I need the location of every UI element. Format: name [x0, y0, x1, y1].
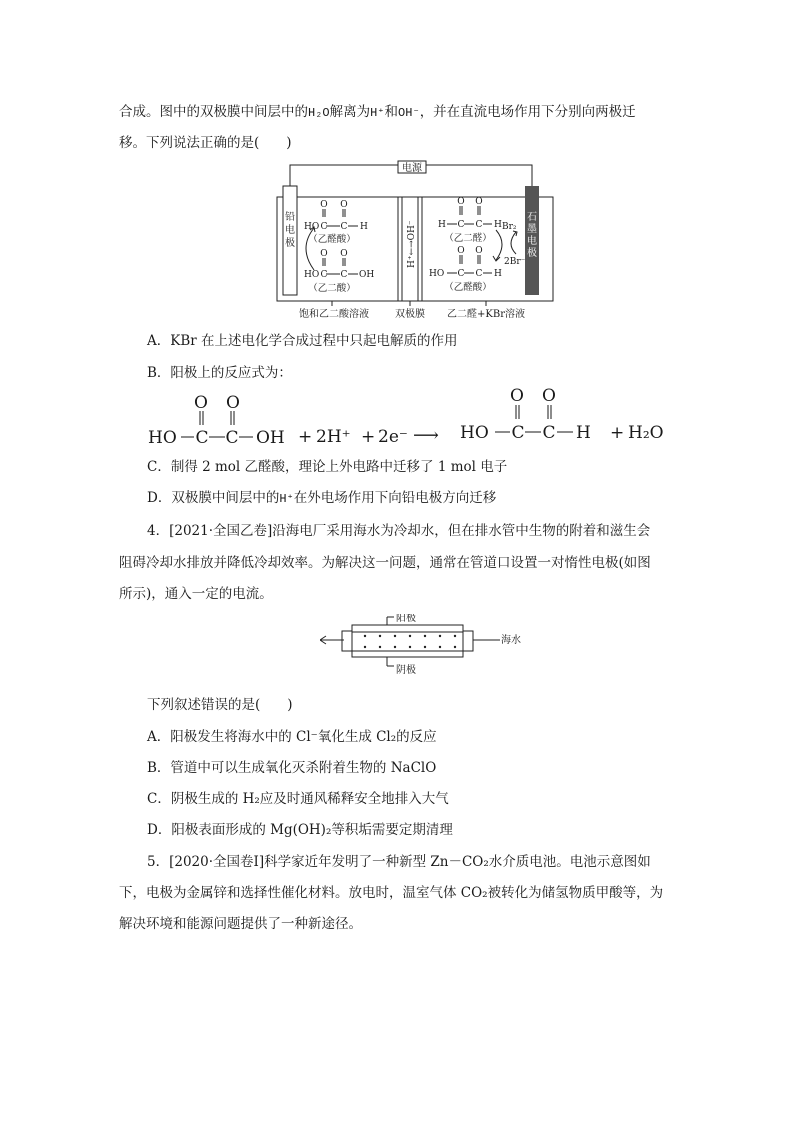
right-curve-arrow: [496, 230, 502, 260]
label-solution-right: 乙二醛+KBr溶液: [447, 309, 525, 320]
group-ho: HO: [304, 270, 320, 280]
atom-h: H: [494, 269, 502, 279]
eq-2h: 2H⁺: [316, 427, 351, 447]
group-ho: HO: [304, 222, 320, 232]
atom-h: H: [438, 220, 446, 230]
eq-arrow: ⟶: [413, 425, 439, 446]
label-br2: Br₂: [502, 222, 517, 232]
eq-plus: +: [298, 427, 313, 447]
eq-c: C: [225, 428, 239, 447]
q4-option-c: C．阴极生成的 H₂应及时通风稀释安全地排入大气: [147, 791, 449, 807]
atom-o: O: [320, 249, 328, 259]
eq-h: H: [576, 423, 591, 443]
eq-c: C: [195, 428, 209, 447]
q4-option-b: B．管道中可以生成氧化灭杀附着生物的 NaClO: [147, 760, 437, 776]
br-cycle-arrow: [511, 232, 516, 254]
eq-ho: HO: [460, 423, 489, 443]
lead-label-2: 电: [285, 225, 295, 236]
atom-o: O: [340, 249, 348, 259]
atom-o: O: [475, 246, 483, 256]
atom-c: C: [457, 220, 465, 230]
label-oxalic: （乙二酸）: [308, 283, 356, 294]
eq-c: C: [542, 423, 556, 443]
eq-o: O: [510, 386, 524, 406]
atom-c: C: [340, 270, 348, 280]
atom-c: C: [475, 269, 483, 279]
label-cathode: 阴极: [396, 665, 416, 676]
eq-plus: +: [361, 427, 376, 447]
atom-h: H: [494, 220, 502, 230]
option-a: A．KBr 在上述电化学合成过程中只起电解质的作用: [147, 333, 458, 349]
label-membrane: 双极膜: [395, 309, 425, 320]
text: ，并在直流电场作用下分别向两极迁: [419, 104, 636, 120]
label-seawater: 海水: [501, 635, 521, 646]
graphite-label-4: 极: [527, 248, 537, 259]
atom-c: C: [340, 222, 348, 232]
option-d: [147, 489, 496, 508]
pipe-diagram: [320, 614, 530, 676]
para-line-2: 移。下列说法正确的是( ): [119, 135, 292, 151]
atom-o: O: [457, 197, 465, 207]
pipe-flange-right: [463, 631, 473, 651]
pipe-flange-left: [342, 631, 352, 651]
eq-ho: HO: [148, 428, 177, 447]
label-glyoxylic-left: （乙醛酸）: [308, 234, 356, 245]
text: 和: [384, 104, 399, 120]
eq-o: O: [226, 393, 240, 413]
reaction-equation: [145, 385, 675, 447]
q4-option-d: D．阳极表面形成的 Mg(OH)₂等积垢需要定期清理: [147, 822, 453, 838]
group-ho: HO: [429, 269, 445, 279]
eq-plus: +: [610, 423, 625, 443]
chem-hplus: H⁺: [279, 492, 294, 506]
label-anode: 阳极: [396, 614, 416, 624]
q4-line-3: 所示)，通入一定的电流。: [119, 586, 273, 602]
eq-oh: OH: [256, 428, 285, 447]
eq-c: C: [511, 423, 525, 443]
q4-line-1: 4．[2021·全国乙卷]沿海电厂采用海水为冷却水，但在排水管中生物的附着和滋生会: [147, 523, 651, 539]
q4-line-2: 阻碍冷却水排放并降低冷却效率。为解决这一问题，通常在管道口设置一对惰性电极(如图: [119, 555, 651, 571]
lead-label-1: 铅: [285, 212, 295, 223]
electrolysis-diagram: [270, 160, 560, 322]
atom-c: C: [475, 220, 483, 230]
atom-c: C: [457, 269, 465, 279]
chem-ohminus: OH⁻: [398, 106, 420, 120]
text: 解离为: [329, 104, 371, 120]
atom-o: O: [457, 246, 465, 256]
eq-o: O: [542, 386, 556, 406]
label-glyoxal: （乙二醛）: [444, 233, 492, 244]
pipe-body: [352, 625, 463, 657]
membrane-ions: H⁺←→OH⁻: [407, 220, 417, 268]
graphite-label-3: 电: [527, 236, 537, 247]
text: D．双极膜中间层中的: [147, 490, 280, 506]
power-label: 电源: [402, 163, 422, 174]
option-c: C．制得 2 mol 乙醛酸，理论上外电路中迁移了 1 mol 电子: [147, 459, 508, 475]
eq-2e: 2e⁻: [378, 427, 408, 447]
group-oh: OH: [359, 270, 375, 280]
text: 在外电场作用下向铅电极方向迁移: [293, 490, 497, 506]
chem-hplus: H⁺: [370, 106, 385, 120]
graphite-label-2: 墨: [527, 224, 537, 235]
wire-right: [426, 165, 532, 186]
q4-stem: 下列叙述错误的是( ): [147, 697, 293, 713]
para-line-1: [119, 103, 636, 122]
atom-h: H: [360, 222, 368, 232]
eq-o: O: [194, 393, 208, 413]
wire-left: [290, 165, 398, 186]
atom-o: O: [475, 197, 483, 207]
atom-c: C: [320, 222, 328, 232]
graphite-label-1: 石: [527, 212, 537, 223]
label-solution-left: 饱和乙二酸溶液: [299, 309, 369, 320]
atom-c: C: [320, 270, 328, 280]
atom-o: O: [340, 200, 348, 210]
atom-o: O: [320, 200, 328, 210]
q5-line-3: 解决环境和能源问题提供了一种新途径。: [119, 916, 362, 932]
eq-h2o: H₂O: [628, 423, 664, 443]
option-b: B．阳极上的反应式为：: [147, 365, 292, 381]
q5-line-2: 下，电极为金属锌和选择性催化材料。放电时，温室气体 CO₂被转化为储氢物质甲酸等，为: [119, 885, 664, 901]
q4-option-a: A．阳极发生将海水中的 Cl⁻氧化生成 Cl₂的反应: [147, 729, 437, 745]
label-glyoxylic-right: （乙醛酸）: [444, 282, 492, 293]
chem-h2o: H₂O: [308, 106, 330, 120]
label-2br: 2Br⁻: [504, 257, 526, 267]
lead-label-3: 极: [285, 238, 295, 249]
text: 合成。图中的双极膜中间层中的: [119, 104, 308, 120]
q5-line-1: 5．[2020·全国卷Ⅰ]科学家近年发明了一种新型 Zn－CO₂水介质电池。电池示意图如: [147, 854, 651, 870]
